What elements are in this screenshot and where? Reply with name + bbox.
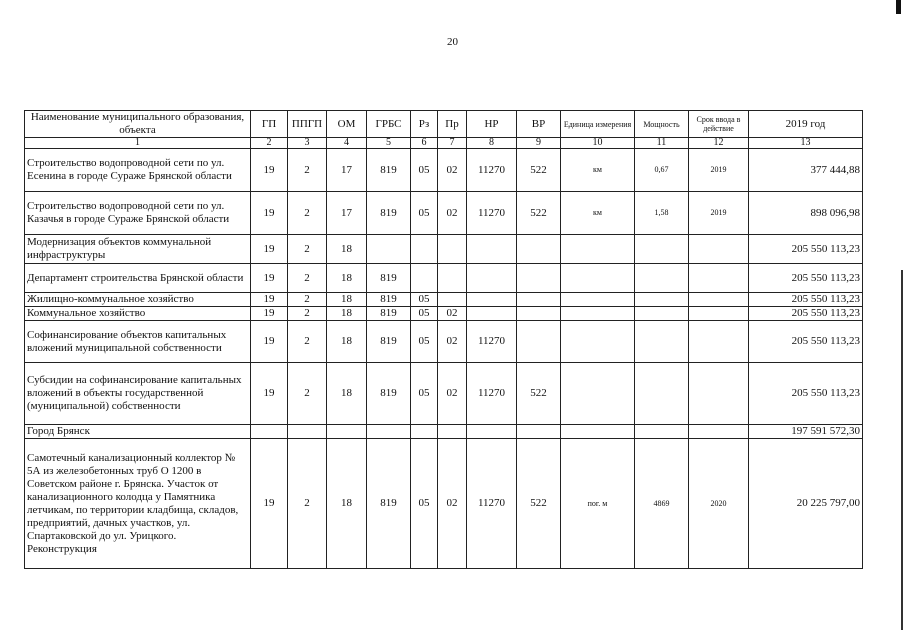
object-name: Софинансирование объектов капитальных вложений муниципальной собственности xyxy=(25,321,251,363)
scan-edge-line xyxy=(901,270,903,630)
rz-cell xyxy=(411,264,438,293)
nr-cell: 11270 xyxy=(467,192,517,235)
om-cell: 18 xyxy=(327,235,367,264)
capacity-cell xyxy=(635,363,689,425)
vr-cell xyxy=(517,293,561,307)
budget-table xyxy=(24,110,863,569)
capacity-cell: 1,58 xyxy=(635,192,689,235)
capacity-cell: 0,67 xyxy=(635,149,689,192)
capacity-cell xyxy=(635,425,689,439)
term-cell xyxy=(689,321,749,363)
amount-cell: 205 550 113,23 xyxy=(749,321,863,363)
column-header: НР xyxy=(467,111,517,138)
nr-cell xyxy=(467,293,517,307)
column-header: Мощность xyxy=(635,111,689,138)
rz-cell: 05 xyxy=(411,439,438,569)
grbs-cell: 819 xyxy=(367,264,411,293)
capacity-cell xyxy=(635,293,689,307)
column-number: 5 xyxy=(367,138,411,149)
ppgp-cell: 2 xyxy=(288,235,327,264)
rz-cell: 05 xyxy=(411,192,438,235)
term-cell xyxy=(689,293,749,307)
object-name: Жилищно-коммунальное хозяйство xyxy=(25,293,251,307)
om-cell: 18 xyxy=(327,439,367,569)
term-cell: 2019 xyxy=(689,192,749,235)
column-number: 6 xyxy=(411,138,438,149)
unit-cell: км xyxy=(561,149,635,192)
object-name: Модернизация объектов коммунальной инфраструктуры xyxy=(25,235,251,264)
capacity-cell xyxy=(635,235,689,264)
vr-cell xyxy=(517,264,561,293)
vr-cell: 522 xyxy=(517,192,561,235)
rz-cell: 05 xyxy=(411,307,438,321)
table-row xyxy=(25,235,863,264)
term-cell: 2019 xyxy=(689,149,749,192)
capacity-cell xyxy=(635,307,689,321)
amount-cell: 205 550 113,23 xyxy=(749,307,863,321)
unit-cell xyxy=(561,363,635,425)
capacity-cell xyxy=(635,321,689,363)
object-name: Самотечный канализационный коллектор № 5А из железобетонных труб О 1200 в Советском районе г. Брянска. Участок от канализационного колодца у Памятника летчикам, по территории кладбища, складов, предприятий, дачных участков, ул. Спартаковской до ул. Урицкого. Реконструкция xyxy=(25,439,251,569)
term-cell xyxy=(689,264,749,293)
pr-cell xyxy=(438,425,467,439)
ppgp-cell: 2 xyxy=(288,293,327,307)
column-header: ГП xyxy=(251,111,288,138)
pr-cell: 02 xyxy=(438,192,467,235)
table-row xyxy=(25,363,863,425)
capacity-cell xyxy=(635,264,689,293)
vr-cell: 522 xyxy=(517,363,561,425)
object-name: Город Брянск xyxy=(25,425,251,439)
pr-cell xyxy=(438,264,467,293)
gp-cell: 19 xyxy=(251,307,288,321)
om-cell: 17 xyxy=(327,192,367,235)
vr-cell xyxy=(517,321,561,363)
table-row xyxy=(25,425,863,439)
term-cell xyxy=(689,307,749,321)
unit-cell xyxy=(561,293,635,307)
om-cell: 18 xyxy=(327,363,367,425)
unit-cell: км xyxy=(561,192,635,235)
column-header: Рз xyxy=(411,111,438,138)
column-header: ВР xyxy=(517,111,561,138)
object-name: Строительство водопроводной сети по ул. Казачья в городе Сураже Брянской области xyxy=(25,192,251,235)
ppgp-cell: 2 xyxy=(288,192,327,235)
header-row xyxy=(25,111,863,138)
term-cell xyxy=(689,425,749,439)
nr-cell xyxy=(467,264,517,293)
column-header: ГРБС xyxy=(367,111,411,138)
table-row xyxy=(25,307,863,321)
table-row xyxy=(25,321,863,363)
gp-cell: 19 xyxy=(251,321,288,363)
grbs-cell: 819 xyxy=(367,293,411,307)
vr-cell xyxy=(517,235,561,264)
pr-cell xyxy=(438,293,467,307)
object-name: Коммунальное хозяйство xyxy=(25,307,251,321)
rz-cell xyxy=(411,235,438,264)
object-name: Департамент строительства Брянской области xyxy=(25,264,251,293)
nr-cell xyxy=(467,307,517,321)
om-cell: 18 xyxy=(327,264,367,293)
rz-cell: 05 xyxy=(411,363,438,425)
column-header: 2019 год xyxy=(749,111,863,138)
om-cell: 17 xyxy=(327,149,367,192)
amount-cell: 377 444,88 xyxy=(749,149,863,192)
column-number: 10 xyxy=(561,138,635,149)
unit-cell xyxy=(561,307,635,321)
gp-cell: 19 xyxy=(251,363,288,425)
gp-cell: 19 xyxy=(251,235,288,264)
table-row xyxy=(25,439,863,569)
amount-cell: 205 550 113,23 xyxy=(749,264,863,293)
table-row xyxy=(25,264,863,293)
column-number: 2 xyxy=(251,138,288,149)
object-name: Субсидии на софинансирование капитальных вложений в объекты государственной (муниципальной) собственности xyxy=(25,363,251,425)
column-number-row xyxy=(25,138,863,149)
grbs-cell: 819 xyxy=(367,439,411,569)
column-number: 1 xyxy=(25,138,251,149)
term-cell: 2020 xyxy=(689,439,749,569)
column-number: 12 xyxy=(689,138,749,149)
ppgp-cell: 2 xyxy=(288,149,327,192)
vr-cell: 522 xyxy=(517,439,561,569)
column-number: 11 xyxy=(635,138,689,149)
term-cell xyxy=(689,235,749,264)
nr-cell xyxy=(467,425,517,439)
grbs-cell: 819 xyxy=(367,307,411,321)
grbs-cell: 819 xyxy=(367,363,411,425)
gp-cell: 19 xyxy=(251,293,288,307)
unit-cell xyxy=(561,321,635,363)
gp-cell: 19 xyxy=(251,439,288,569)
capacity-cell: 4869 xyxy=(635,439,689,569)
unit-cell xyxy=(561,425,635,439)
ppgp-cell xyxy=(288,425,327,439)
ppgp-cell: 2 xyxy=(288,363,327,425)
gp-cell: 19 xyxy=(251,149,288,192)
grbs-cell: 819 xyxy=(367,149,411,192)
column-number: 8 xyxy=(467,138,517,149)
om-cell: 18 xyxy=(327,321,367,363)
rz-cell xyxy=(411,425,438,439)
amount-cell: 20 225 797,00 xyxy=(749,439,863,569)
ppgp-cell: 2 xyxy=(288,264,327,293)
column-number: 4 xyxy=(327,138,367,149)
nr-cell: 11270 xyxy=(467,363,517,425)
vr-cell xyxy=(517,425,561,439)
gp-cell xyxy=(251,425,288,439)
column-number: 13 xyxy=(749,138,863,149)
unit-cell xyxy=(561,264,635,293)
grbs-cell: 819 xyxy=(367,321,411,363)
om-cell: 18 xyxy=(327,307,367,321)
table-row xyxy=(25,293,863,307)
column-header: Срок ввода в действие xyxy=(689,111,749,138)
grbs-cell xyxy=(367,425,411,439)
term-cell xyxy=(689,363,749,425)
object-name: Строительство водопроводной сети по ул. Есенина в городе Сураже Брянской области xyxy=(25,149,251,192)
nr-cell: 11270 xyxy=(467,321,517,363)
column-number: 9 xyxy=(517,138,561,149)
gp-cell: 19 xyxy=(251,264,288,293)
pr-cell: 02 xyxy=(438,321,467,363)
unit-cell: пог. м xyxy=(561,439,635,569)
column-header: Пр xyxy=(438,111,467,138)
pr-cell: 02 xyxy=(438,439,467,569)
amount-cell: 205 550 113,23 xyxy=(749,293,863,307)
unit-cell xyxy=(561,235,635,264)
nr-cell xyxy=(467,235,517,264)
amount-cell: 205 550 113,23 xyxy=(749,363,863,425)
ppgp-cell: 2 xyxy=(288,307,327,321)
pr-cell: 02 xyxy=(438,363,467,425)
page-number: 20 xyxy=(447,36,458,48)
vr-cell: 522 xyxy=(517,149,561,192)
nr-cell: 11270 xyxy=(467,439,517,569)
nr-cell: 11270 xyxy=(467,149,517,192)
grbs-cell: 819 xyxy=(367,192,411,235)
rz-cell: 05 xyxy=(411,149,438,192)
grbs-cell xyxy=(367,235,411,264)
column-number: 3 xyxy=(288,138,327,149)
rz-cell: 05 xyxy=(411,293,438,307)
ppgp-cell: 2 xyxy=(288,321,327,363)
column-header: Единица измерения xyxy=(561,111,635,138)
om-cell xyxy=(327,425,367,439)
pr-cell: 02 xyxy=(438,307,467,321)
column-header: ППГП xyxy=(288,111,327,138)
rz-cell: 05 xyxy=(411,321,438,363)
amount-cell: 205 550 113,23 xyxy=(749,235,863,264)
column-number: 7 xyxy=(438,138,467,149)
pr-cell xyxy=(438,235,467,264)
pr-cell: 02 xyxy=(438,149,467,192)
amount-cell: 197 591 572,30 xyxy=(749,425,863,439)
vr-cell xyxy=(517,307,561,321)
scan-edge-mark xyxy=(896,0,901,14)
column-header: Наименование муниципального образования, объекта xyxy=(25,111,251,138)
om-cell: 18 xyxy=(327,293,367,307)
gp-cell: 19 xyxy=(251,192,288,235)
table-row xyxy=(25,149,863,192)
ppgp-cell: 2 xyxy=(288,439,327,569)
column-header: ОМ xyxy=(327,111,367,138)
table-row xyxy=(25,192,863,235)
amount-cell: 898 096,98 xyxy=(749,192,863,235)
